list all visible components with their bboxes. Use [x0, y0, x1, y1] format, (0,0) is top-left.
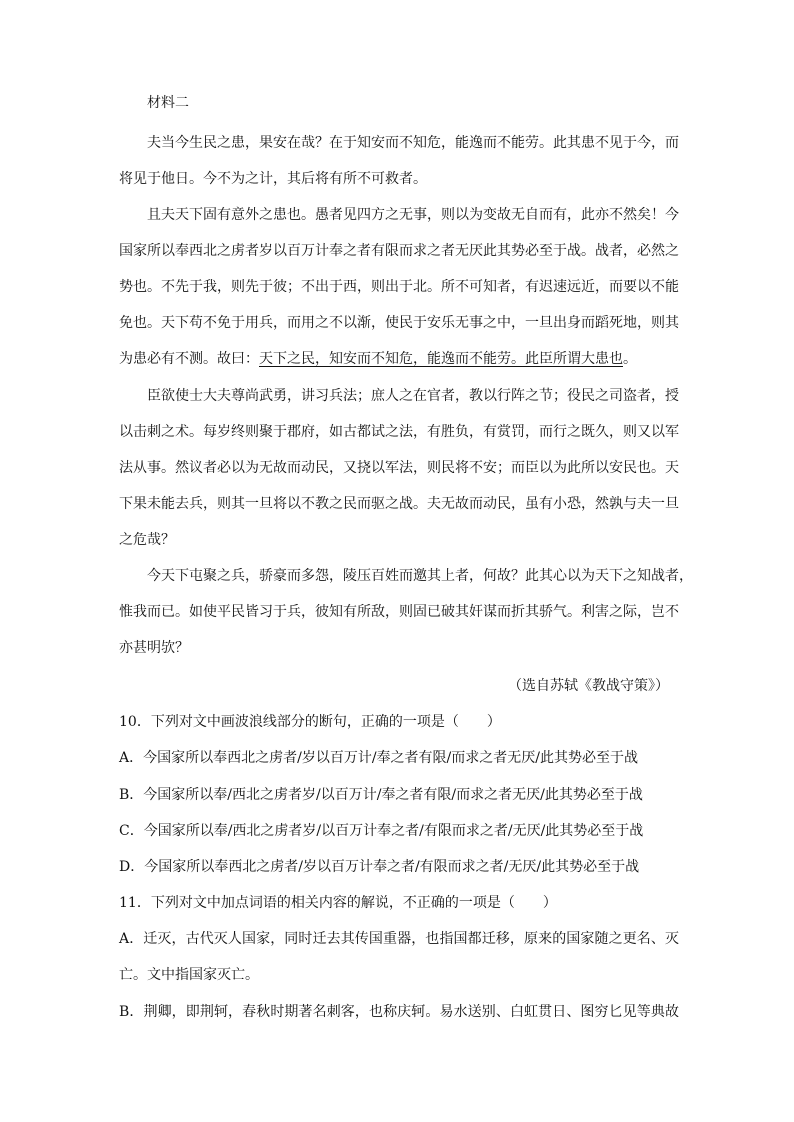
question-10-option-b: B．今国家所以奉/西北之虏者岁/以百万计/奉之者有限/而求之者无厌/此其势必至于战 [119, 787, 643, 803]
paragraph-2-line [119, 349, 679, 369]
paragraph-3-line: 下果未能去兵，则其一旦将以不教之民而驱之战。夫无故而动民，虽有小恐，然孰与夫一旦 [119, 496, 679, 512]
paragraph-3-line: 臣欲使士大夫尊尚武勇，讲习兵法；庶人之在官者，教以行阵之节；役民之司盗者，授 [147, 388, 679, 404]
question-10-option-d: D．今国家所以奉西北之虏者/岁以百万计奉之者/有限而求之者/无厌/此其势必至于战 [119, 859, 640, 875]
question-11-option-a: A．迁灭，古代灭人国家，同时迁去其传国重器，也指国都迁移，原来的国家随之更名、灭 [119, 931, 679, 947]
material-title: 材料二 [147, 95, 189, 111]
paragraph-4-line: 今天下屯聚之兵，骄豪而多怨，陵压百姓而邀其上者，何故？此其心以为天下之知战者， [147, 568, 693, 584]
paragraph-2-line: 且夫天下固有意外之患也。愚者见四方之无事，则以为变故无自而有，此亦不然矣！今 [147, 207, 679, 223]
paragraph-1-line: 夫当今生民之患，果安在哉？在于知安而不知危，能逸而不能劳。此其患不见于今，而 [147, 135, 679, 151]
question-11-stem: 11．下列对文中加点词语的相关内容的解说，不正确的一项是（ ） [119, 895, 557, 911]
paragraph-3-line: 以击刺之术。每岁终则聚于郡府，如古都试之法，有胜负，有赏罚，而行之既久，则又以军 [119, 424, 679, 440]
source-citation: （选自苏轼《教战守策》） [508, 678, 669, 694]
question-11-option-a-cont: 亡。文中指国家灭亡。 [119, 967, 259, 983]
paragraph-2-text: 。 [623, 351, 637, 367]
paragraph-4-line: 惟我而已。如使平民皆习于兵，彼知有所敌，则固已破其奸谋而折其骄气。利害之际，岂不 [119, 604, 679, 620]
paragraph-3-line: 之危哉？ [119, 532, 175, 548]
underlined-sentence: 天下之民，知安而不知危，能逸而不能劳。此臣所谓大患也 [259, 351, 623, 367]
paragraph-1-line: 将见于他日。今不为之计，其后将有所不可救者。 [119, 171, 427, 187]
question-10-stem: 10．下列对文中画波浪线部分的断句，正确的一项是（ ） [119, 714, 501, 730]
question-10-option-c: C．今国家所以奉/西北之虏者岁/以百万计奉之者/有限而求之者/无厌/此其势必至于战 [119, 823, 644, 839]
question-10-option-a: A．今国家所以奉西北之虏者/岁以百万计/奉之者有限/而求之者无厌/此其势必至于战 [119, 750, 638, 766]
paragraph-4-line: 亦甚明欤？ [119, 640, 189, 656]
question-11-option-b: B．荆卿，即荆轲，春秋时期著名刺客，也称庆轲。易水送别、白虹贯日、图穷匕见等典故 [119, 1004, 679, 1020]
paragraph-2-line: 国家所以奉西北之虏者岁以百万计奉之者有限而求之者无厌此其势必至于战。战者，必然之 [119, 243, 679, 259]
paragraph-2-line: 势也。不先于我，则先于彼；不出于西，则出于北。所不可知者，有迟速远近，而要以不能 [119, 279, 679, 295]
paragraph-2-text: 为患必有不测。故曰： [119, 351, 259, 367]
paragraph-3-line: 法从事。然议者必以为无故而动民，又挠以军法，则民将不安；而臣以为此所以安民也。天 [119, 460, 679, 476]
paragraph-2-line: 免也。天下苟不免于用兵，而用之不以渐，使民于安乐无事之中，一旦出身而蹈死地，则其 [119, 315, 679, 331]
